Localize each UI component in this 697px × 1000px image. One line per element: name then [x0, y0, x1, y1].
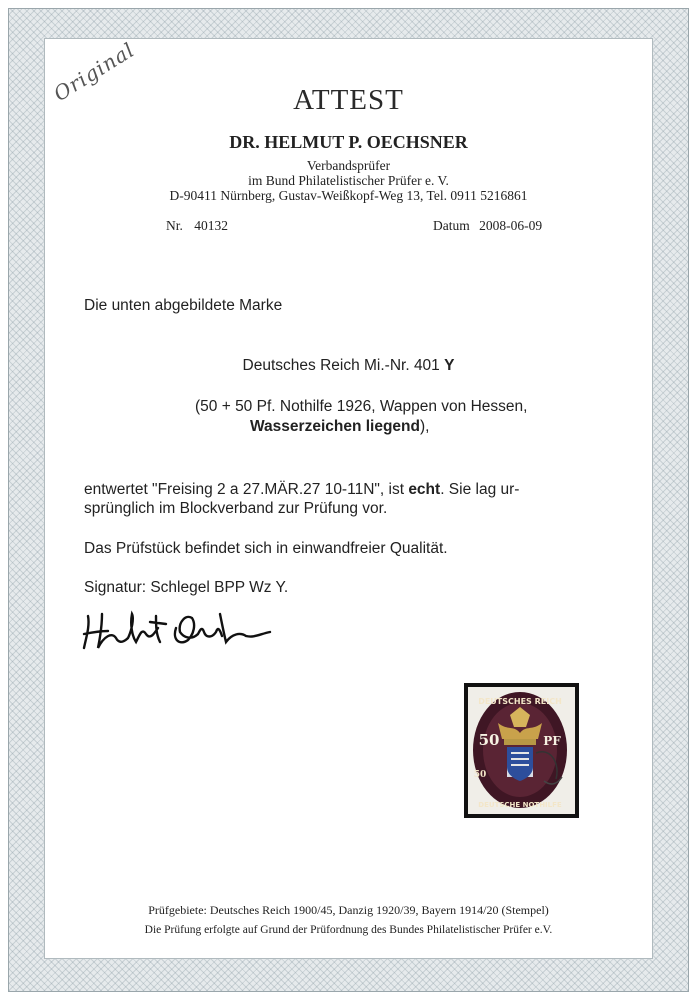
- examiner-association: im Bund Philatelistischer Prüfer e. V.: [248, 173, 449, 188]
- stamp-artwork: [464, 683, 579, 818]
- cancellation-suffix: . Sie lag ur-: [440, 481, 520, 498]
- examiner-role: Verbandsprüfer: [306, 158, 391, 173]
- description-end: ),: [420, 418, 430, 435]
- stamp-side-value: 50: [473, 770, 487, 780]
- cancellation-line1: [84, 481, 519, 499]
- examiner-signature: [80, 604, 275, 654]
- examiner-name: DR. HELMUT P. OECHSNER: [229, 132, 468, 152]
- stamp-reference-variant: Y: [444, 357, 455, 374]
- cancellation-prefix: entwertet "Freising 2 a 27.MÄR.27 10-11N", ist: [84, 481, 404, 498]
- quality-statement: Das Prüfstück befindet sich in einwandfreier Qualität.: [84, 540, 448, 557]
- cancellation-line2: sprünglich im Blockverband zur Prüfung vor.: [84, 500, 388, 517]
- certificate-title: ATTEST: [293, 84, 404, 116]
- date-label: Datum: [433, 218, 470, 233]
- intro-text: Die unten abgebildete Marke: [84, 297, 283, 314]
- echt-verdict: echt: [408, 481, 441, 498]
- stamp-image: [464, 683, 579, 818]
- certificate-number: [166, 218, 228, 234]
- footer-regulation-note: Die Prüfung erfolgte auf Grund der Prüfordnung des Bundes Philatelistischer Prüfer e.V.: [144, 924, 553, 936]
- date-value: 2008-06-09: [479, 218, 543, 233]
- stamp-reference-prefix: Deutsches Reich Mi.-Nr. 401: [242, 357, 440, 374]
- examiner-address: D-90411 Nürnberg, Gustav-Weißkopf-Weg 13, Tel. 0911 5216861: [169, 188, 528, 203]
- stamp-description-line1: (50 + 50 Pf. Nothilfe 1926, Wappen von Hessen,: [195, 398, 528, 415]
- watermark-text: Wasserzeichen liegend: [250, 418, 420, 435]
- number-label: Nr.: [166, 218, 183, 233]
- stamp-inscription-top: DEUTSCHES REICH: [478, 697, 562, 706]
- stamp-face-value: 50: [478, 731, 500, 749]
- certificate-date: [433, 218, 542, 234]
- number-value: 40132: [194, 218, 228, 233]
- stamp-reference: [0, 357, 697, 375]
- footer-examination-areas: Prüfgebiete: Deutsches Reich 1900/45, Danzig 1920/39, Bayern 1914/20 (Stempel): [148, 903, 549, 917]
- stamp-description-line2: [250, 418, 429, 436]
- handwritten-original-note: Original: [49, 37, 139, 106]
- stamp-face-unit: PF: [543, 734, 561, 748]
- signature-note: Signatur: Schlegel BPP Wz Y.: [84, 579, 289, 596]
- stamp-inscription-bottom: DEUTSCHE NOTHILFE: [478, 801, 562, 809]
